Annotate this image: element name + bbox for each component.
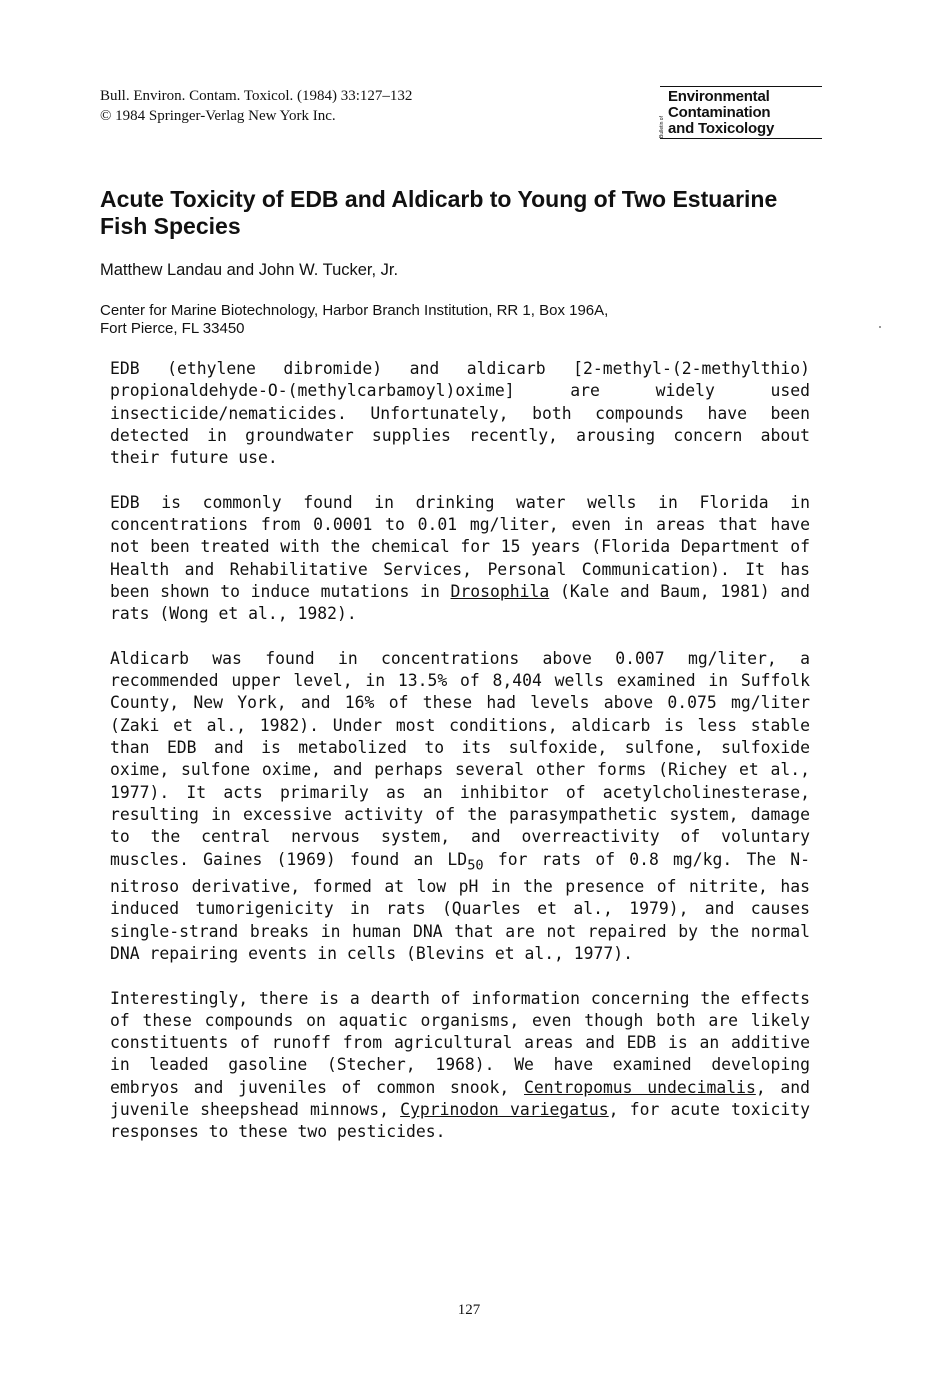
paragraph-4-text-c: , for acute toxicity responses to these two pesticides. <box>110 1100 810 1142</box>
logo-line-2: Contamination <box>668 104 771 121</box>
journal-citation <box>100 86 412 126</box>
logo-side-text: Bulletin of <box>659 116 665 138</box>
citation-line-2: © 1984 Springer-Verlag New York Inc. <box>100 108 336 124</box>
paragraph-2 <box>110 492 810 626</box>
paragraph-1: EDB (ethylene dibromide) and aldicarb [2-methyl-(2-methylthio) propionaldehyde-O-(methylcarbamoyl)oxime] are widely used insecticide/nematicides. Unfortunately, both compounds have been detected in groundwater supplies recently, arousing concern about their future use. <box>110 359 810 468</box>
paragraph-3-text-a: Aldicarb was found in concentrations above 0.007 mg/liter, a recommended upper level, in 13.5% of 8,404 wells examined in Suffolk County, New York, and 16% of these had levels above 0.075 mg/liter (Zaki et al., 1982). Under most conditions, aldicarb is less stable than EDB and is metabolized to its sulfoxide, sulfone, sulfoxide oxime, sulfone oxime, and perhaps several other forms (Richey et al., 1977). It acts primarily as an inhibitor of acetylcholinesterase, resulting in excessive activity of the parasympathetic system, damage to the central nervous system, and overreactivity of voluntary muscles. Gaines (1969) found an LD <box>110 648 810 869</box>
species-sheepshead-minnow: Cyprinodon variegatus <box>400 1100 609 1120</box>
paragraph-3 <box>110 648 810 965</box>
paragraph-4-text-a: Interestingly, there is a dearth of information concerning the effects of these compounds on aquatic organisms, even though both are likely constituents of runoff from agricultural areas and EDB is an additive in leaded gasoline (Stecher, 1968). We have examined developing embryos and juveniles of common snook, <box>110 988 810 1097</box>
affiliation-line-1: Center for Marine Biotechnology, Harbor Branch Institution, RR 1, Box 196A, <box>100 302 609 319</box>
affiliation-line-2: Fort Pierce, FL 33450 <box>100 320 245 337</box>
paragraph-2-text-a: EDB is commonly found in drinking water wells in Florida in concentrations from 0.0001 to 0.01 mg/liter, even in areas that have not been treated with the chemical for 15 years (Florida Department of Health and Rehabilitative Services, Personal Communication). It has been shown to induce mutations in <box>110 492 810 601</box>
article-authors: Matthew Landau and John W. Tucker, Jr. <box>100 261 399 279</box>
margin-speck <box>879 326 881 328</box>
paragraph-3-text-b: for rats of 0.8 mg/kg. The N-nitroso derivative, formed at low pH in the presence of nitrite, has induced tumorigenicity in rats (Quarles et al., 1979), and causes single-strand breaks in human DNA that are not repaired by the normal DNA repairing events in cells (Blevins et al., 1977). <box>110 849 811 963</box>
ld50-subscript: 50 <box>467 856 484 873</box>
species-snook: Centropomus undecimalis <box>524 1077 756 1097</box>
paragraph-2-text-b: (Kale and Baum, 1981) and rats (Wong et al., 1982). <box>110 581 810 624</box>
article-title: Acute Toxicity of EDB and Aldicarb to Young of Two Estuarine Fish Species <box>100 186 778 239</box>
citation-line-1: Bull. Environ. Contam. Toxicol. (1984) 33:127–132 <box>100 88 413 104</box>
logo-line-1: Environmental <box>668 88 770 105</box>
author-affiliation <box>100 302 820 338</box>
species-drosophila: Drosophila <box>450 581 550 601</box>
journal-logo <box>660 86 822 139</box>
paragraph-4 <box>110 988 810 1144</box>
paragraph-4-text-b: , and juvenile sheepshead minnows, <box>110 1077 811 1120</box>
page-number: 127 <box>457 1302 481 1318</box>
article-body <box>110 358 810 1166</box>
logo-line-3: and Toxicology <box>668 120 775 137</box>
